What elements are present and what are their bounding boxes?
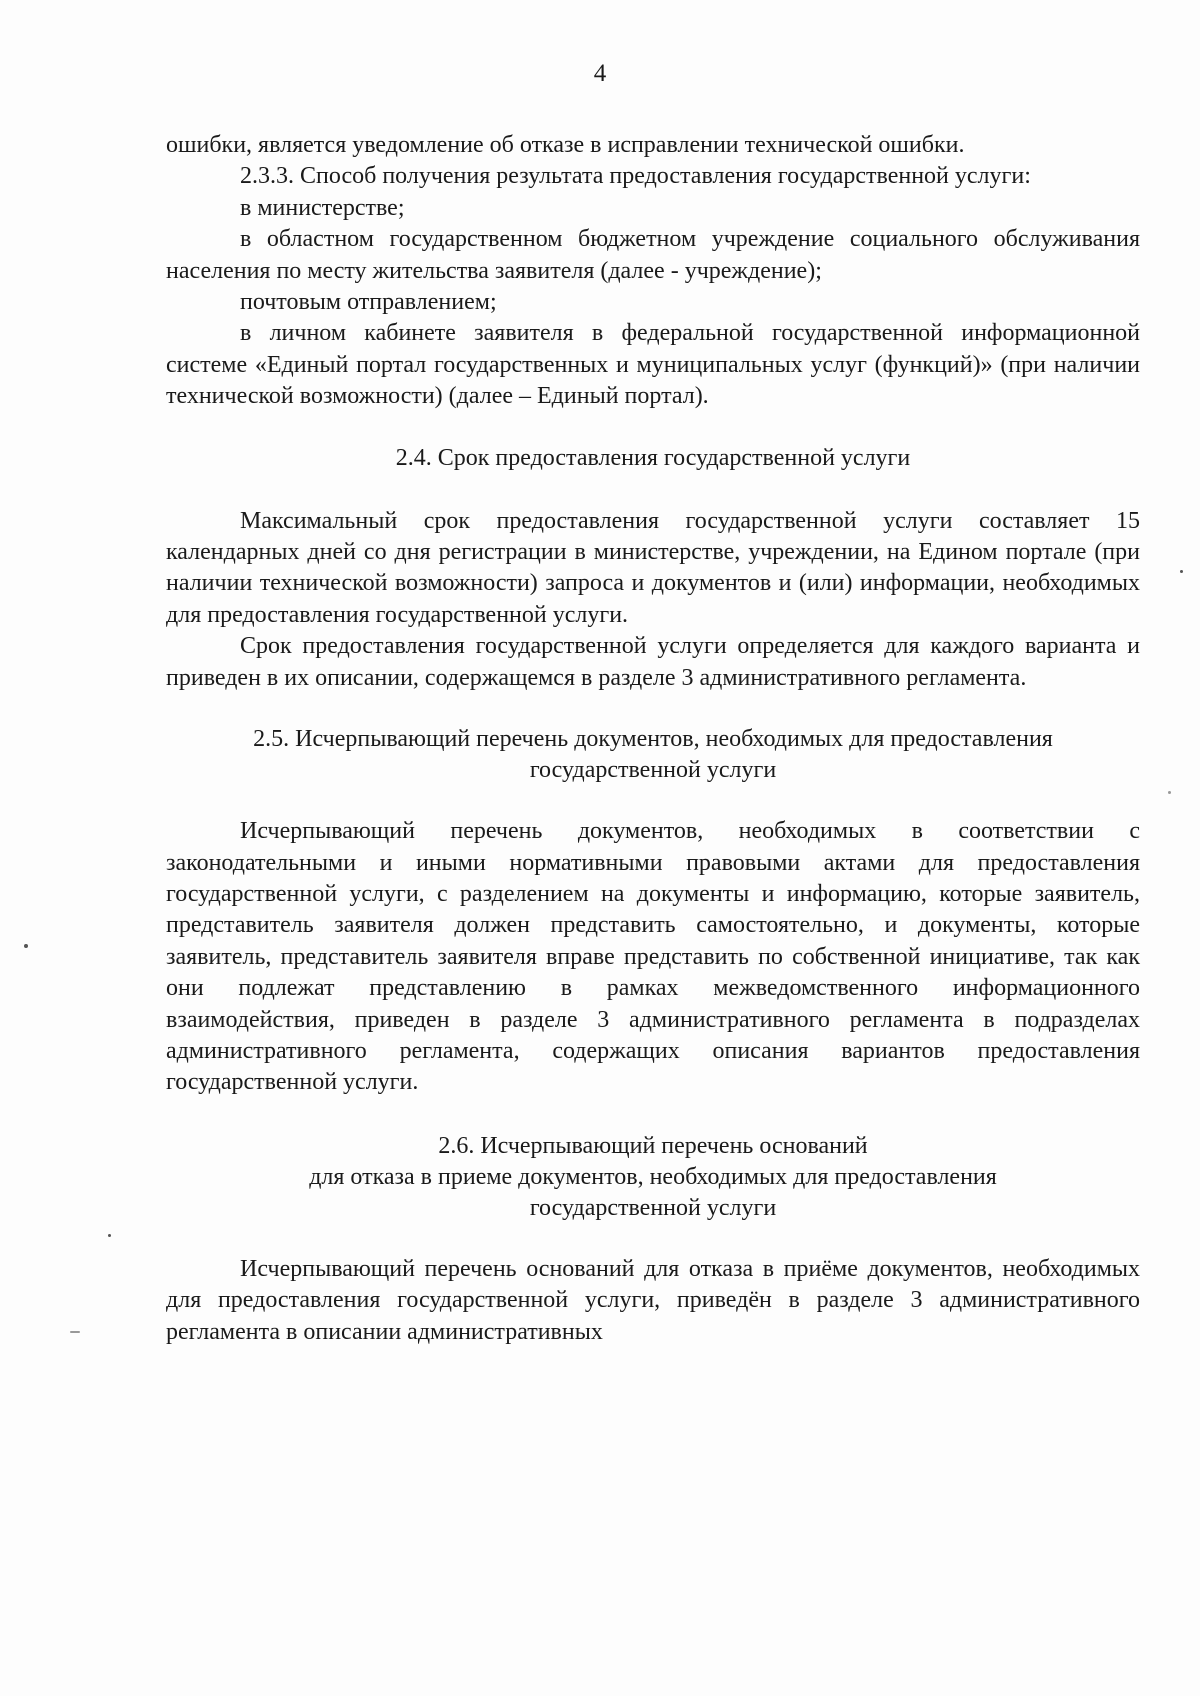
scan-speck xyxy=(24,944,28,948)
list-item-portal: в личном кабинете заявителя в федеральной государственной информационной системе «Единый портал государственных и муниципальных услуг (функций)» (при наличии технической возможности) (далее – Единый портал). xyxy=(166,320,1140,410)
heading-2-5-line-2: государственной услуги xyxy=(529,757,777,784)
paragraph-documents-list: Исчерпывающий перечень документов, необходимых в соответствии с законодательными и иными нормативными правовыми актами для предоставления государственной услуги, с разделением на документы и информацию, которые заявитель, представитель заявителя должен представить самостоятельно, и документы, которые заявитель, представитель заявителя вправе представить по собственной инициативе, так как они подлежат представлению в рамках межведомственного информационного взаимодействия, приведен в разделе 3 административного регламента в подразделах административного регламента, содержащих описания вариантов предоставления государственной услуги. xyxy=(166,818,1140,1096)
heading-2-6-line-1: 2.6. Исчерпывающий перечень оснований xyxy=(438,1132,868,1159)
paragraph-term-variant: Срок предоставления государственной услуги определяется для каждого варианта и приведен в их описании, содержащемся в разделе 3 административного регламента. xyxy=(166,633,1140,691)
list-item-ministry: в министерстве; xyxy=(240,194,405,221)
paragraph-error-notice: ошибки, является уведомление об отказе в исправлении технической ошибки. xyxy=(166,132,965,158)
scan-speck xyxy=(70,1331,80,1333)
heading-2-6-line-3: государственной услуги xyxy=(529,1194,777,1221)
list-item-institution: в областном государственном бюджетном учреждение социального обслуживания населения по месту жительства заявителя (далее - учреждение); xyxy=(166,226,1140,284)
list-item-post: почтовым отправлением; xyxy=(240,289,497,316)
scan-speck xyxy=(1168,791,1171,794)
heading-2-5-line-1: 2.5. Исчерпывающий перечень документов, необходимых для предоставления xyxy=(253,726,1053,753)
paragraph-2-3-3: 2.3.3. Способ получения результата предоставления государственной услуги: xyxy=(240,163,1031,190)
paragraph-max-term: Максимальный срок предоставления государственной услуги составляет 15 календарных дней со дня регистрации в министерстве, учреждении, на Едином портале (при наличии технической возможности) запроса и документов и (или) информации, необходимых для предоставления государственной услуги. xyxy=(166,507,1140,628)
document-body xyxy=(166,130,1140,1348)
heading-2-6-line-2: для отказа в приеме документов, необходимых для предоставления xyxy=(309,1163,997,1190)
scan-speck xyxy=(108,1234,111,1237)
page-number: 4 xyxy=(593,60,607,87)
heading-2-4: 2.4. Срок предоставления государственной услуги xyxy=(395,444,911,471)
paragraph-refusal-grounds: Исчерпывающий перечень оснований для отказа в приёме документов, необходимых для предоставления государственной услуги, приведён в разделе 3 административного регламента в описании административных xyxy=(166,1255,1140,1345)
scan-speck xyxy=(1180,570,1183,573)
